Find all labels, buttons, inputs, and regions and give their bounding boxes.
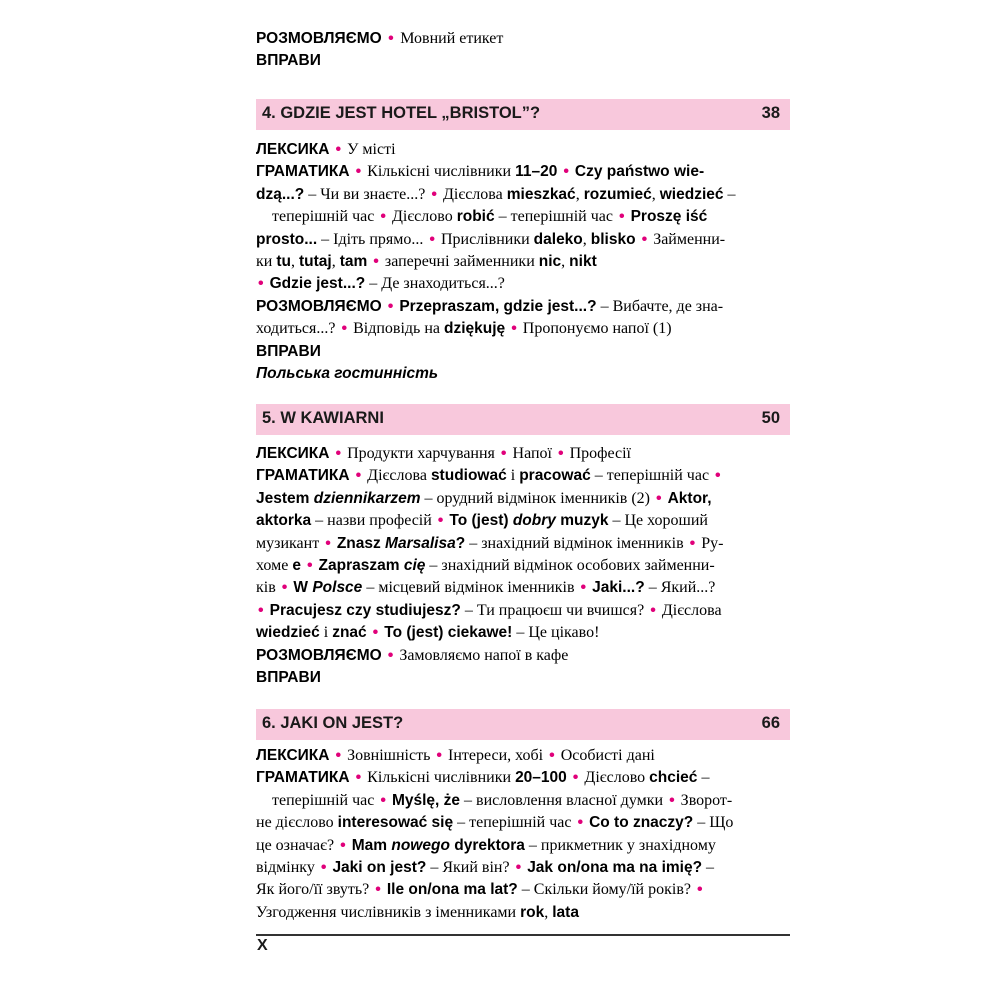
- section-6-header[interactable]: [256, 709, 790, 740]
- text-run: Зворот-: [676, 791, 733, 809]
- text-run: РОЗМОВЛЯЄМО: [256, 297, 382, 315]
- text-line: [256, 163, 790, 185]
- text-run: –: [702, 858, 715, 876]
- bullet-icon: •: [341, 320, 348, 338]
- text-run: – орудний відмінок іменників (2): [420, 489, 654, 507]
- text-run: хоме: [256, 556, 293, 574]
- bullet-icon: •: [641, 230, 648, 248]
- section-page: 38: [761, 104, 780, 122]
- text-run: Mam: [351, 836, 392, 854]
- section-4-body: [256, 141, 790, 387]
- text-line: [256, 814, 790, 836]
- bullet-icon: •: [380, 208, 386, 226]
- bullet-icon: •: [656, 489, 662, 507]
- text-line: [256, 859, 790, 881]
- bullet-icon: •: [325, 534, 331, 552]
- bullet-icon: •: [335, 141, 342, 158]
- text-run: Займенни-: [649, 230, 726, 248]
- text-line: [256, 275, 790, 297]
- text-run: теперішній час: [272, 791, 379, 809]
- bullet-icon: •: [437, 512, 444, 530]
- text-run: Особисті дані: [556, 747, 655, 764]
- text-run: – Який він?: [426, 858, 514, 876]
- text-run: dyrektora: [449, 836, 525, 854]
- text-run: aktorka: [256, 512, 312, 530]
- text-line: [256, 320, 790, 342]
- text-line: [256, 512, 790, 534]
- bullet-icon: •: [340, 836, 346, 854]
- bullet-icon: •: [549, 747, 555, 764]
- bullet-icon: •: [380, 791, 386, 809]
- text-run: Мовний етикет: [400, 30, 504, 47]
- text-run: mieszkać: [506, 185, 576, 203]
- bullet-icon: •: [335, 747, 342, 764]
- text-run: ,: [544, 903, 553, 921]
- text-run: ГРАМАТИКА: [256, 467, 350, 485]
- text-run: dziękuję: [444, 320, 506, 338]
- text-run: Кількісні числівники: [363, 769, 516, 787]
- text-run: – теперішній час: [590, 467, 710, 485]
- bullet-icon: •: [320, 858, 327, 876]
- text-run: – Що: [693, 814, 734, 832]
- text-run: – Це хороший: [608, 512, 708, 530]
- text-run: rozumieć: [583, 185, 652, 203]
- text-run: ,: [651, 185, 660, 203]
- text-line: [256, 298, 790, 320]
- text-run: і: [319, 624, 333, 642]
- text-run: РОЗМОВЛЯЄМО: [256, 646, 382, 664]
- bullet-icon: •: [258, 275, 264, 293]
- text-run: znać: [332, 624, 367, 642]
- text-run: Marsalisa: [385, 534, 456, 552]
- section-title: 6. JAKI ON JEST?: [262, 714, 404, 732]
- text-run: Інтереси, хобі: [443, 747, 548, 764]
- top-block: [256, 30, 790, 75]
- bullet-icon: •: [335, 445, 342, 462]
- text-run: interesować się: [337, 814, 454, 832]
- bullet-icon: •: [355, 769, 362, 787]
- text-run: Pracujesz czy studiujesz?: [269, 601, 461, 619]
- text-run: Кількісні числівники: [363, 163, 516, 181]
- text-run: dobry: [512, 512, 556, 530]
- text-run: –: [697, 769, 710, 787]
- text-run: Aktor,: [667, 489, 712, 507]
- bullet-icon: •: [306, 556, 313, 574]
- text-run: nic: [538, 252, 562, 270]
- text-run: Myślę, że: [391, 791, 461, 809]
- text-line: ВПРАВИ: [256, 668, 321, 686]
- text-run: tutaj: [298, 252, 332, 270]
- text-run: Zapraszam: [318, 556, 404, 574]
- bullet-icon: •: [577, 814, 584, 832]
- text-run: muzyk: [555, 512, 609, 530]
- text-line: [256, 579, 790, 601]
- section-4-header[interactable]: [256, 99, 790, 130]
- text-run: ходиться...?: [256, 320, 340, 338]
- top-line-1: [256, 30, 790, 52]
- text-run: Дієслова: [657, 601, 722, 619]
- top-line-2: ВПРАВИ: [256, 52, 321, 70]
- text-run: музикант: [256, 534, 324, 552]
- text-line: [256, 769, 790, 791]
- text-line: [256, 467, 790, 489]
- text-run: ки: [256, 252, 277, 270]
- text-line: [256, 253, 790, 275]
- text-run: studiować: [430, 467, 507, 485]
- text-run: У місті: [343, 141, 396, 158]
- text-run: ,: [561, 252, 570, 270]
- text-run: ,: [290, 252, 299, 270]
- text-run: Proszę iść: [630, 208, 708, 226]
- text-run: blisko: [590, 230, 636, 248]
- bullet-icon: •: [436, 747, 442, 764]
- text-run: це означає?: [256, 836, 339, 854]
- bullet-icon: •: [563, 163, 569, 181]
- text-line: [256, 208, 790, 230]
- text-run: – прикметник у знахідному: [524, 836, 716, 854]
- text-line: [256, 904, 790, 926]
- text-line: [256, 792, 790, 814]
- text-run: – Ідіть прямо...: [317, 230, 428, 248]
- bullet-icon: •: [258, 601, 264, 619]
- bullet-icon: •: [650, 601, 656, 619]
- bullet-icon: •: [669, 791, 675, 809]
- section-6-body: [256, 747, 790, 926]
- text-run: – Який...?: [644, 579, 716, 597]
- bullet-icon: •: [387, 297, 394, 315]
- text-run: Jaki on jest?: [332, 858, 427, 876]
- text-run: Дієслова: [363, 467, 431, 485]
- page-number: X: [257, 937, 268, 954]
- text-line: ВПРАВИ: [256, 342, 321, 360]
- bullet-icon: •: [431, 185, 437, 203]
- text-run: – місцевий відмінок іменників: [362, 579, 579, 597]
- text-run: Znasz: [336, 534, 386, 552]
- text-line: [256, 141, 790, 163]
- bullet-icon: •: [557, 445, 564, 462]
- text-run: ?: [455, 534, 466, 552]
- text-run: – теперішній час: [494, 208, 617, 226]
- text-run: pracować: [519, 467, 591, 485]
- text-run: daleko: [533, 230, 583, 248]
- text-run: Пропонуємо напої (1): [518, 320, 672, 338]
- text-line: [256, 881, 790, 903]
- text-run: Jaki...?: [592, 579, 645, 597]
- text-run: – Вибачте, де зна-: [596, 297, 724, 315]
- section-title: 4. GDZIE JEST HOTEL „BRISTOL”?: [262, 104, 541, 122]
- text-run: Професії: [565, 445, 631, 462]
- text-line: [256, 747, 790, 769]
- text-run: Напої: [508, 445, 556, 462]
- text-run: robić: [456, 208, 495, 226]
- text-run: ,: [575, 185, 584, 203]
- bullet-icon: •: [689, 534, 696, 552]
- text-run: – Де знаходиться...?: [365, 275, 505, 293]
- text-line: [256, 231, 790, 253]
- text-line: [256, 557, 790, 579]
- text-run: – знахідний відмінок особових займенни-: [425, 556, 715, 574]
- text-run: Замовляємо напої в кафе: [395, 646, 569, 664]
- text-run: – Чи ви знаєте...?: [304, 185, 430, 203]
- text-run: tam: [339, 252, 368, 270]
- section-5-body: [256, 445, 790, 691]
- bullet-icon: •: [715, 467, 721, 485]
- text-run: Przepraszam, gdzie jest...?: [399, 297, 597, 315]
- text-run: – Це цікаво!: [512, 624, 600, 642]
- bullet-icon: •: [281, 579, 288, 597]
- text-run: chcieć: [649, 769, 698, 787]
- text-run: РОЗМОВЛЯЄМО: [256, 30, 382, 47]
- text-run: nowego: [391, 836, 450, 854]
- section-title: 5. W KAWIARNI: [262, 409, 384, 427]
- text-line: [256, 837, 790, 859]
- text-run: Gdzie jest...?: [269, 275, 366, 293]
- text-run: заперечні займенники: [380, 252, 539, 270]
- text-run: Дієслово: [580, 769, 650, 787]
- text-run: wiedzieć: [659, 185, 724, 203]
- bullet-icon: •: [387, 646, 394, 664]
- bullet-icon: •: [383, 30, 399, 47]
- text-run: – Ти працюєш чи вчишся?: [460, 601, 649, 619]
- text-run: tu: [276, 252, 291, 270]
- text-run: – знахідний відмінок іменників: [465, 534, 688, 552]
- text-run: – висловлення власної думки: [460, 791, 668, 809]
- text-run: dzą...?: [256, 185, 305, 203]
- text-run: Co to znaczy?: [589, 814, 694, 832]
- text-run: і: [506, 467, 520, 485]
- text-run: To (jest) ciekawe!: [384, 624, 513, 642]
- footer-rule: [256, 934, 790, 936]
- text-line: [256, 647, 790, 669]
- text-run: Дієслово: [387, 208, 457, 226]
- text-run: відмінку: [256, 858, 319, 876]
- text-run: ГРАМАТИКА: [256, 769, 350, 787]
- text-run: Як його/її звуть?: [256, 881, 374, 899]
- text-run: ,: [582, 230, 591, 248]
- text-run: To (jest): [449, 512, 513, 530]
- text-run: ків: [256, 579, 280, 597]
- text-run: ЛЕКСИКА: [256, 445, 330, 462]
- text-run: Продукти харчування: [343, 445, 499, 462]
- text-run: Jestem: [256, 489, 314, 507]
- text-run: – назви професій: [311, 512, 436, 530]
- text-run: e: [292, 556, 301, 574]
- text-run: wiedzieć: [256, 624, 320, 642]
- text-run: – теперішній час: [453, 814, 576, 832]
- bullet-icon: •: [373, 252, 379, 270]
- text-line: [256, 535, 790, 557]
- bullet-icon: •: [618, 208, 625, 226]
- text-line: Польська гостинність: [256, 364, 439, 382]
- bullet-icon: •: [372, 624, 379, 642]
- text-run: 20–100: [515, 769, 567, 787]
- text-run: ГРАМАТИКА: [256, 163, 350, 181]
- text-run: dziennikarzem: [313, 489, 421, 507]
- text-run: 11–20: [515, 163, 558, 181]
- text-run: nikt: [569, 252, 597, 270]
- text-run: Jak on/ona ma na imię?: [527, 858, 703, 876]
- text-run: не дієслово: [256, 814, 338, 832]
- text-run: prosto...: [256, 230, 318, 248]
- section-5-header[interactable]: [256, 404, 790, 435]
- text-line: [256, 490, 790, 512]
- bullet-icon: •: [355, 467, 362, 485]
- bullet-icon: •: [429, 230, 435, 248]
- section-page: 66: [761, 714, 780, 732]
- text-line: [256, 602, 790, 624]
- text-run: Зовнішність: [343, 747, 435, 764]
- bullet-icon: •: [511, 320, 517, 338]
- text-run: rok: [520, 903, 545, 921]
- text-run: Czy państwo wie-: [574, 163, 705, 181]
- text-run: Polsce: [312, 579, 363, 597]
- section-page: 50: [761, 409, 780, 427]
- text-run: Ру-: [697, 534, 724, 552]
- bullet-icon: •: [696, 881, 703, 899]
- text-run: ЛЕКСИКА: [256, 747, 330, 764]
- text-run: Дієслова: [438, 185, 507, 203]
- text-run: W: [293, 579, 313, 597]
- text-run: cię: [403, 556, 426, 574]
- bullet-icon: •: [500, 445, 507, 462]
- text-line: [256, 445, 790, 467]
- bullet-icon: •: [572, 769, 579, 787]
- bullet-icon: •: [515, 858, 522, 876]
- text-run: Узгодження числівників з іменниками: [256, 903, 521, 921]
- text-run: Прислівники: [437, 230, 534, 248]
- bullet-icon: •: [355, 163, 362, 181]
- bullet-icon: •: [580, 579, 587, 597]
- text-line: [256, 624, 790, 646]
- text-run: теперішній час: [272, 208, 379, 226]
- text-run: Відповідь на: [349, 320, 445, 338]
- text-run: Ile on/ona ma lat?: [386, 881, 518, 899]
- text-run: ЛЕКСИКА: [256, 141, 330, 158]
- text-line: [256, 186, 790, 208]
- bullet-icon: •: [375, 881, 381, 899]
- text-run: ,: [331, 252, 340, 270]
- text-run: – Скільки йому/їй років?: [517, 881, 695, 899]
- text-run: –: [723, 185, 736, 203]
- text-run: lata: [552, 903, 579, 921]
